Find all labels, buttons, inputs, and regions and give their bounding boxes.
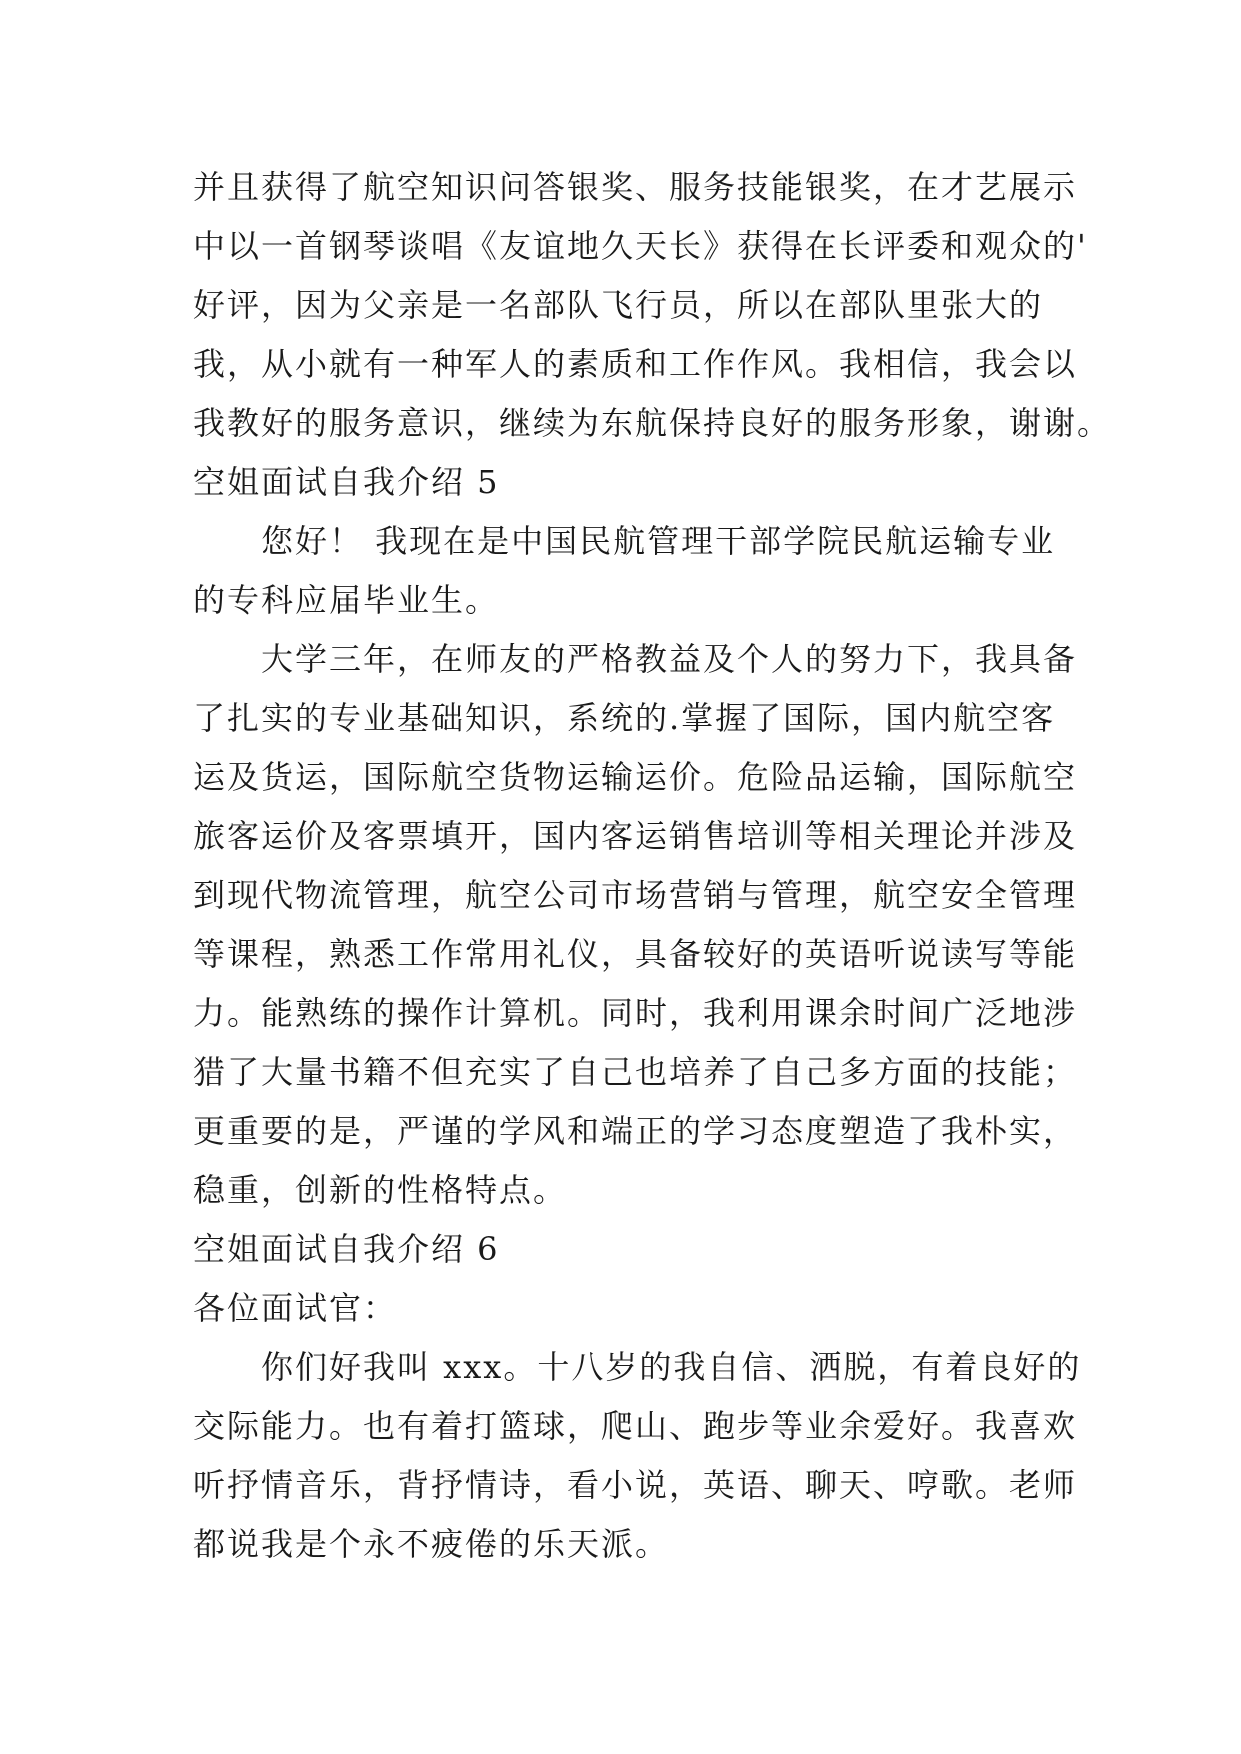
text-line: 我教好的服务意识，继续为东航保持良好的服务形象，谢谢。	[193, 404, 1112, 442]
text-line: 运及货运，国际航空货物运输运价。危险品运输，国际航空	[193, 758, 1078, 796]
section-heading: 空姐面试自我介绍 6	[193, 1230, 500, 1268]
text-line: 旅客运价及客票填开，国内客运销售培训等相关理论并涉及	[193, 817, 1078, 855]
text-line: 你们好我叫 xxx。十八岁的我自信、洒脱，有着良好的	[261, 1348, 1082, 1386]
text-line: 中以一首钢琴谈唱《友谊地久天长》获得在长评委和观众的'	[193, 227, 1088, 265]
text-line: 您好！ 我现在是中国民航管理干部学院民航运输专业	[261, 522, 1056, 560]
text-line: 等课程，熟悉工作常用礼仪，具备较好的英语听说读写等能	[193, 935, 1078, 973]
text-line: 猎了大量书籍不但充实了自己也培养了自己多方面的技能；	[193, 1053, 1078, 1091]
text-line: 大学三年，在师友的严格教益及个人的努力下，我具备	[261, 640, 1078, 678]
text-line: 都说我是个永不疲倦的乐天派。	[193, 1525, 670, 1563]
text-line: 了扎实的专业基础知识，系统的.掌握了国际，国内航空客	[193, 699, 1056, 737]
text-line: 稳重，创新的性格特点。	[193, 1171, 568, 1209]
text-line: 到现代物流管理，航空公司市场营销与管理，航空安全管理	[193, 876, 1078, 914]
salutation: 各位面试官：	[193, 1289, 398, 1327]
text-line: 并且获得了航空知识问答银奖、服务技能银奖，在才艺展示	[193, 168, 1078, 206]
text-line: 更重要的是，严谨的学风和端正的学习态度塑造了我朴实，	[193, 1112, 1078, 1150]
section-heading: 空姐面试自我介绍 5	[193, 463, 500, 501]
text-line: 听抒情音乐，背抒情诗，看小说，英语、聊天、哼歌。老师	[193, 1466, 1078, 1504]
text-line: 的专科应届毕业生。	[193, 581, 500, 619]
text-line: 交际能力。也有着打篮球，爬山、跑步等业余爱好。我喜欢	[193, 1407, 1078, 1445]
document-body	[193, 158, 1112, 1574]
text-line: 好评，因为父亲是一名部队飞行员，所以在部队里张大的	[193, 286, 1044, 324]
text-line: 我，从小就有一种军人的素质和工作作风。我相信，我会以	[193, 345, 1078, 383]
text-line: 力。能熟练的操作计算机。同时，我利用课余时间广泛地涉	[193, 994, 1078, 1032]
